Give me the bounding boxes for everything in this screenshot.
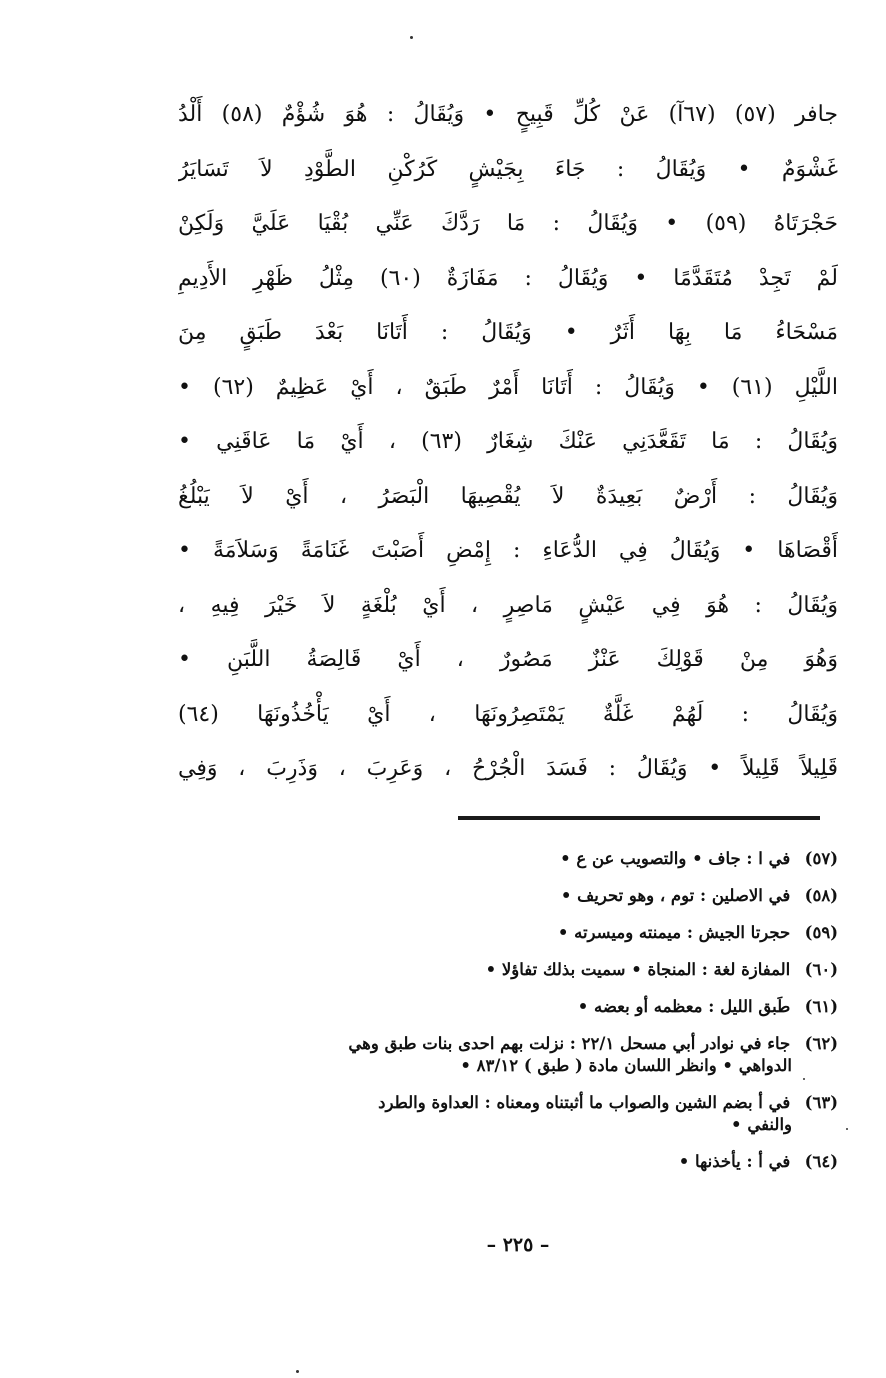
footnote-divider: [458, 816, 820, 820]
text-line: وَهُوَ مِنْ قَوْلِكَ عَنْزٌ مَصُورٌ ، أَيْ قَالِصَةُ اللَّبَنِ •: [178, 647, 838, 672]
page-number: – ٢٢٥ –: [486, 1234, 550, 1256]
text-line: اللَّيْلِ (٦١) • وَيُقَالُ : أَتَانَا أَمْرٌ طَبَقٌ ، أَيْ عَظِيمٌ (٦٢) •: [178, 374, 838, 400]
footnote-number: (٦٣): [804, 1093, 838, 1112]
footnote-continuation: والنفي •: [731, 1115, 792, 1134]
footnote-number: (٥٩): [804, 923, 838, 942]
text-line: وَيُقَالُ : مَا تَقَعَّدَنِي عَنْكَ شِغَارٌ (٦٣) ، أَيْ مَا عَاقَنِي •: [178, 429, 838, 454]
text-line: قَلِيلاً قَلِيلاً • وَيُقَالُ : فَسَدَ الْجُرْحُ ، وَعَرِبَ ، وَذَرِبَ ، وَفِي: [178, 756, 838, 781]
footnote-number: (٦٠): [804, 960, 838, 979]
footnote-number: (٥٧): [804, 849, 838, 868]
footnote-63: [190, 1092, 838, 1136]
footnote-59: [190, 922, 838, 944]
footnote-text: المفازة لغة : المنجاة • سميت بذلك تفاؤلا •: [485, 960, 791, 979]
text-line: وَيُقَالُ : هُوَ فِي عَيْشٍ مَاصِرٍ ، أَيْ بُلْغَةٍ لاَ خَيْرَ فِيهِ ،: [178, 592, 838, 618]
footnote-number: (٦٢): [804, 1034, 838, 1053]
footnote-text: في ا : جاف • والتصويب عن ع •: [560, 849, 791, 868]
text-line: أَقْصَاهَا • وَيُقَالُ فِي الدُّعَاءِ : إِمْضِ أَصَبْتَ غَنَامَةً وَسَلاَمَةً •: [178, 538, 838, 563]
text-line: وَيُقَالُ : أَرْضٌ بَعِيدَةٌ لاَ يُقْصِيهَا الْبَصَرُ ، أَيْ لاَ يَبْلُغُ: [178, 483, 838, 509]
scan-speck: [296, 1370, 299, 1373]
footnote-60: [190, 959, 838, 981]
footnote-text: طَبق الليل : معظمه أو بعضه •: [577, 997, 791, 1016]
footnote-text: في أ : يأخذنها •: [678, 1152, 791, 1171]
footnote-text: حجرتا الجيش : ميمنته وميسرته •: [557, 923, 791, 942]
footnote-61: [190, 996, 838, 1018]
text-line: جافر (٥٧) (٦٧آ) عَنْ كُلِّ قَبِيحٍ • وَيُقَالُ : هُوَ شُؤْمٌ (٥٨) أَلْدُ: [178, 102, 838, 127]
footnote-text: في أ بضم الشين والصواب ما أثبتناه ومعناه : العداوة والطرد: [378, 1093, 791, 1112]
footnote-57: [190, 848, 838, 870]
text-line: لَمْ تَجِدْ مُتَقَدَّمًا • وَيُقَالُ : مَفَازَةٌ (٦٠) مِثْلُ ظَهْرِ الأَدِيمِ: [178, 265, 838, 291]
text-line: حَجْرَتَاهُ (٥٩) • وَيُقَالُ : مَا رَدَّكَ عَنِّي بُقْيَا عَلَيَّ وَلَكِنْ: [178, 211, 838, 236]
footnote-number: (٦١): [804, 997, 838, 1016]
text-line: غَشْوَمٌ • وَيُقَالُ : جَاءَ بِجَيْشٍ كَرُكْنِ الطَّوْدِ لاَ تَسَايَرُ: [178, 156, 838, 182]
footnote-58: [190, 885, 838, 907]
main-body-text: [178, 88, 838, 797]
scan-speck: [846, 1128, 848, 1130]
footnote-64: [190, 1151, 838, 1173]
footnote-text: في الاصلين : توم ، وهو تحريف •: [560, 886, 791, 905]
footnote-text: جاء في نوادر أبي مسحل ٢٢/١ : نزلت بهم احدى بنات طبق وهي: [348, 1034, 791, 1053]
text-line: مَسْحَاءُ مَا بِهَا أَثَرٌ • وَيُقَالُ : أَتَانَا بَعْدَ طَبَقٍ مِنَ: [178, 320, 838, 345]
footnote-number: (٥٨): [804, 886, 838, 905]
text-line: وَيُقَالُ : لَهُمْ غَلَّةٌ يَمْتَصِرُونَهَا ، أَيْ يَأْخُذُونَهَا (٦٤): [178, 701, 838, 727]
footnotes: [190, 848, 838, 1188]
scan-speck: [410, 36, 413, 39]
footnote-continuation: الدواهي • وانظر اللسان مادة ( طبق ) ٨٣/١٢ •: [460, 1056, 792, 1075]
footnote-number: (٦٤): [804, 1152, 838, 1171]
footnote-62: [190, 1033, 838, 1077]
